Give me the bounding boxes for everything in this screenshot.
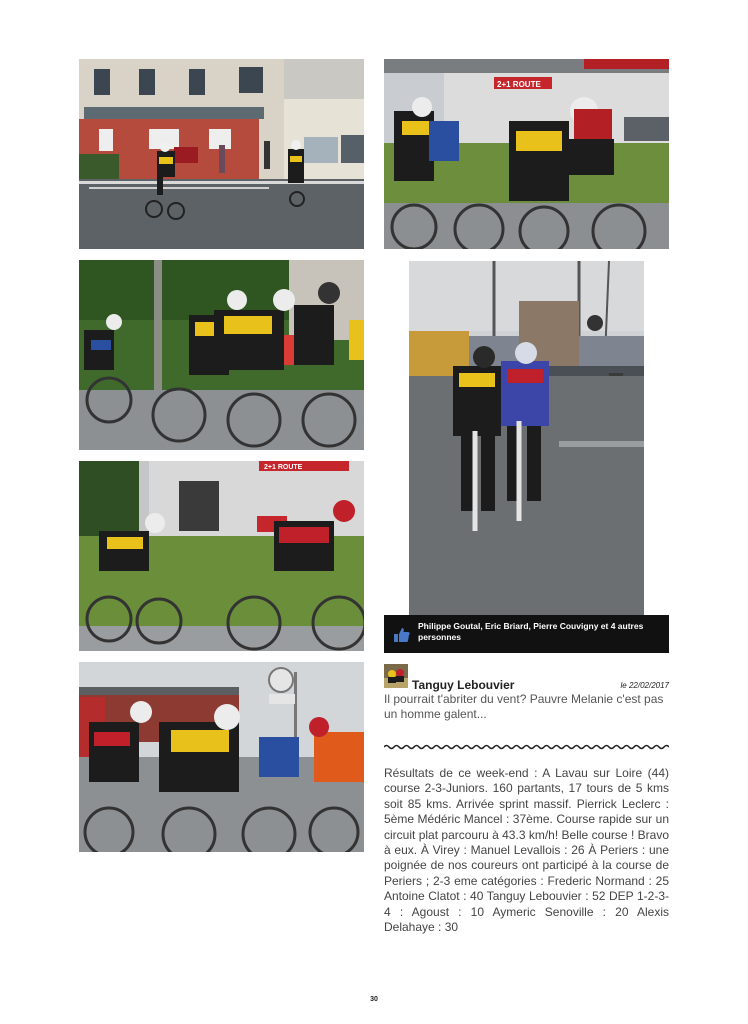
comment-date: le 22/02/2017 <box>620 681 669 690</box>
race-photo-roundabout <box>79 461 364 651</box>
comment-text: Il pourrait t'abriter du vent? Pauvre Melanie c'est pas un homme galent... <box>384 692 664 721</box>
photo-sign-text: 2+1 ROUTE <box>264 464 303 471</box>
race-photo-peloton-sign <box>384 59 669 249</box>
avatar <box>384 664 408 688</box>
race-photo-group <box>79 260 364 450</box>
wavy-divider <box>384 742 669 752</box>
photo-sign-text: 2+1 ROUTE <box>497 80 541 89</box>
race-photo-two-riders <box>409 261 644 615</box>
race-results-text: Résultats de ce week-end : A Lavau sur Loire (44) course 2-3-Juniors. 160 partants, 17 tours de 5 kms soit 85 kms. Arrivée sprint massif. Pierrick Leclerc : 5ème Médéric Mancel : 37ème. Course rapide sur un circuit plat parcouru à 43.3 km/h! Belle course ! Bravo à eux. À Virey : Manuel Levallois : 26 À Periers : une poignée de nos coureurs ont participé à la course de Periers ; 2-3 eme catégories : Frederic Normand : 25 Antoine Clatot : 40 Tanguy Lebouvier : 52 DEP 1-2-3-4 : Agoust : 10 Aymeric Senoville : 20 Alexis Delahaye : 30 <box>384 766 669 935</box>
comment-author[interactable]: Tanguy Lebouvier <box>412 678 515 692</box>
thumbs-up-icon[interactable] <box>394 628 410 642</box>
race-photo-pack <box>79 662 364 852</box>
likes-text[interactable]: Philippe Goutal, Eric Briard, Pierre Couvigny et 4 autres personnes <box>418 621 644 642</box>
race-photo-town-street <box>79 59 364 249</box>
page-number: 30 <box>370 996 378 1003</box>
likes-bar <box>384 615 669 653</box>
